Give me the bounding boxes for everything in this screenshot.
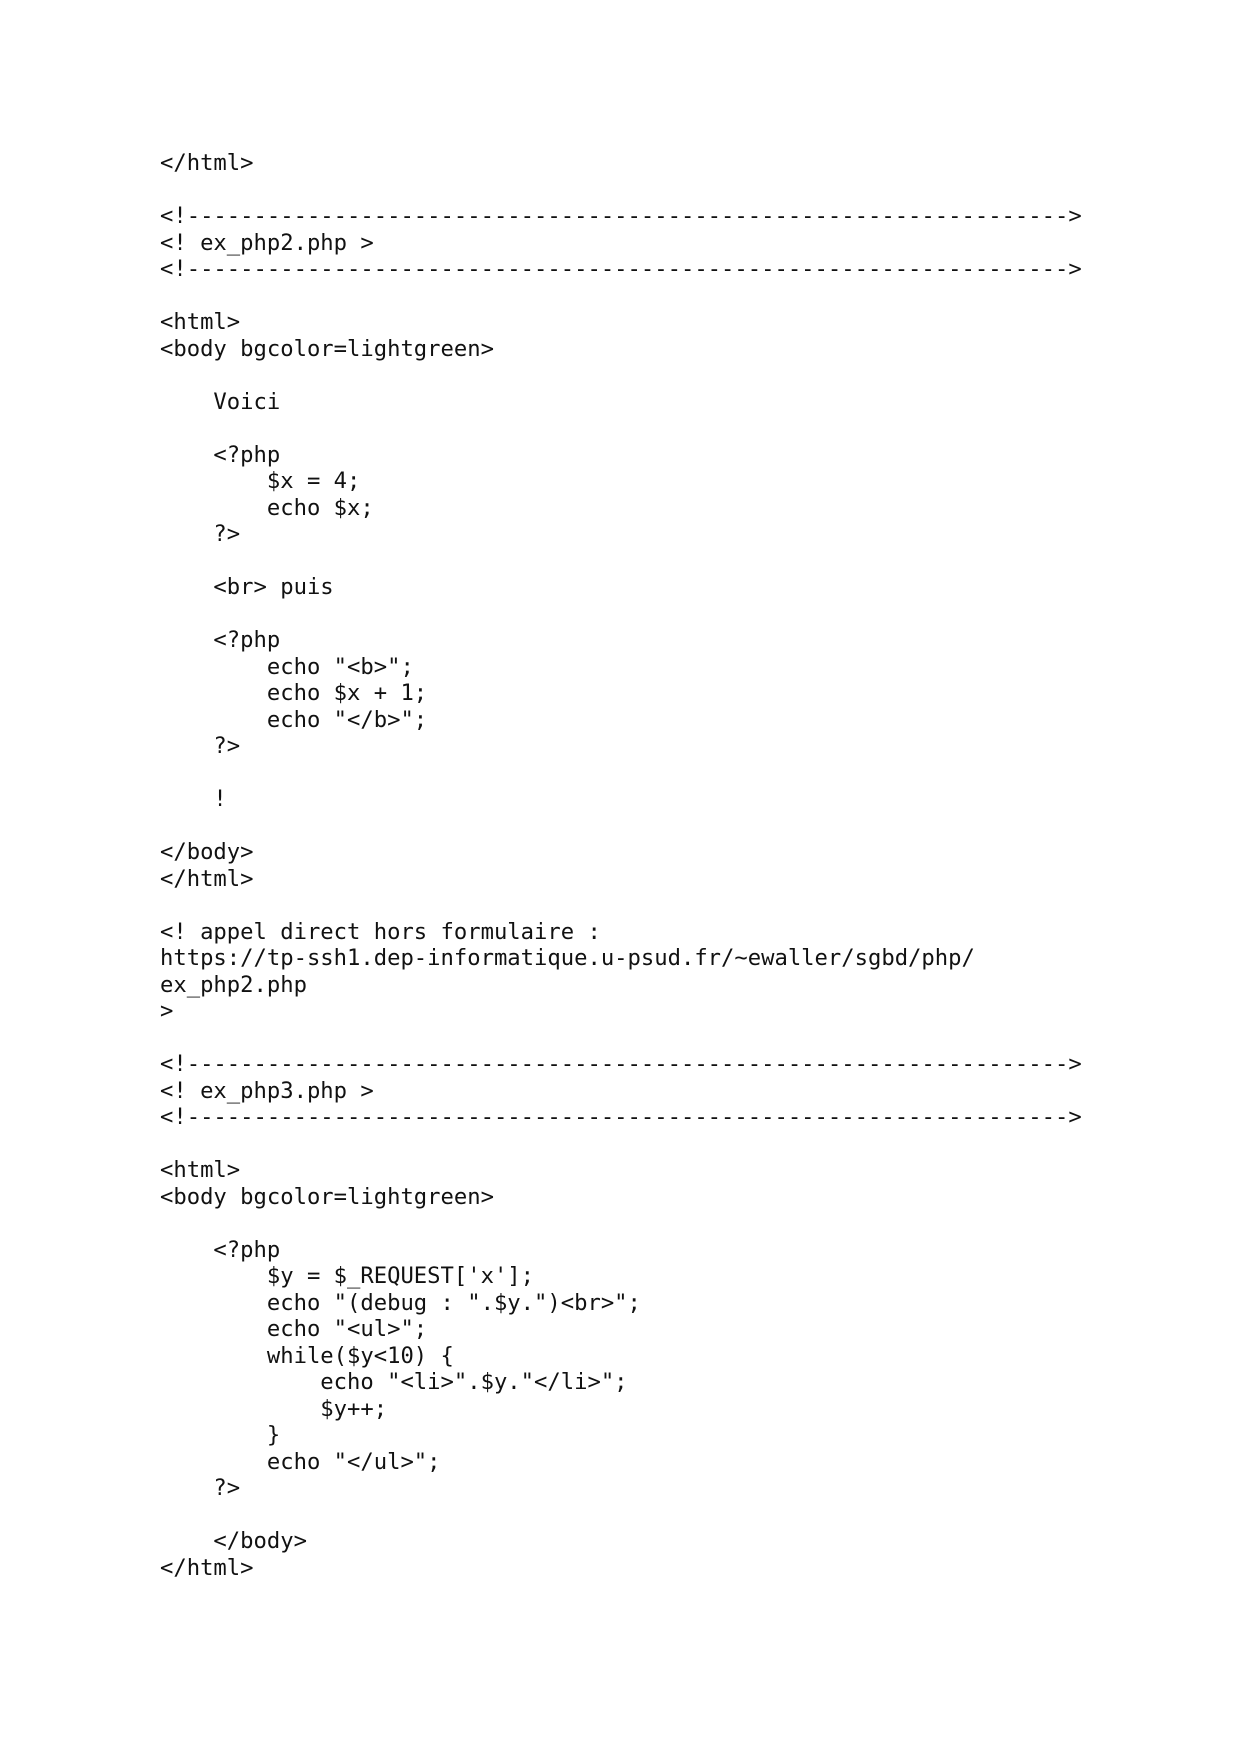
- code-line: <br> puis: [160, 574, 334, 600]
- code-line: $y++;: [160, 1395, 388, 1422]
- code-listing: [160, 150, 1160, 1581]
- code-line: ?>: [160, 521, 241, 547]
- code-line: </html>: [160, 865, 254, 892]
- code-line: [160, 813, 1160, 840]
- code-line: <! ex_php3.php >: [160, 1077, 374, 1104]
- code-line: <?php: [160, 441, 281, 468]
- code-line: <!------------------------------------------------------------------>: [160, 1051, 1082, 1077]
- code-line: [160, 760, 1160, 787]
- code-line: ?>: [160, 733, 241, 759]
- code-line: <! ex_php2.php >: [160, 229, 374, 256]
- code-line: <?php: [160, 627, 281, 653]
- code-line: </body>: [160, 1528, 307, 1554]
- code-line: [160, 601, 1160, 628]
- code-line: [160, 1210, 1160, 1237]
- code-line: [160, 1502, 1160, 1529]
- code-line: [160, 177, 1160, 204]
- code-line: while($y<10) {: [160, 1342, 454, 1369]
- code-line: [160, 1131, 1160, 1158]
- code-line: [160, 548, 1160, 575]
- code-line: }: [160, 1422, 281, 1448]
- code-line: >: [160, 998, 174, 1024]
- code-line: <?php: [160, 1236, 281, 1263]
- code-line: Voici: [160, 388, 281, 415]
- code-line: <html>: [160, 309, 241, 335]
- code-line: <body bgcolor=lightgreen>: [160, 335, 494, 362]
- code-line: [160, 1025, 1160, 1052]
- code-line: https://tp-ssh1.dep-informatique.u-psud.fr/~ewaller/sgbd/php/: [160, 945, 975, 971]
- code-line: <!------------------------------------------------------------------>: [160, 203, 1082, 229]
- code-line: [160, 362, 1160, 389]
- code-line: [160, 892, 1160, 919]
- code-line: echo "(debug : ".$y.")<br>";: [160, 1289, 641, 1316]
- code-line: echo $x;: [160, 494, 374, 521]
- code-line: echo "<b>";: [160, 653, 414, 680]
- code-line: <html>: [160, 1157, 241, 1183]
- code-line: echo "<li>".$y."</li>";: [160, 1369, 628, 1395]
- code-line: [160, 283, 1160, 310]
- code-line: echo "<ul>";: [160, 1316, 428, 1342]
- code-line: $y = $_REQUEST['x'];: [160, 1263, 535, 1289]
- code-line: [160, 415, 1160, 442]
- code-line: </html>: [160, 1554, 254, 1581]
- code-line: !: [160, 786, 227, 812]
- code-line: echo "</ul>";: [160, 1448, 441, 1475]
- code-line: <body bgcolor=lightgreen>: [160, 1183, 494, 1210]
- code-line: <!------------------------------------------------------------------>: [160, 256, 1082, 282]
- code-line: </body>: [160, 839, 254, 865]
- code-line: $x = 4;: [160, 468, 361, 494]
- code-line: ?>: [160, 1475, 241, 1501]
- code-line: <!------------------------------------------------------------------>: [160, 1104, 1082, 1130]
- code-line: <! appel direct hors formulaire :: [160, 918, 601, 945]
- code-line: echo $x + 1;: [160, 680, 428, 706]
- code-line: echo "</b>";: [160, 706, 428, 733]
- code-line: </html>: [160, 150, 254, 176]
- code-line: ex_php2.php: [160, 971, 307, 998]
